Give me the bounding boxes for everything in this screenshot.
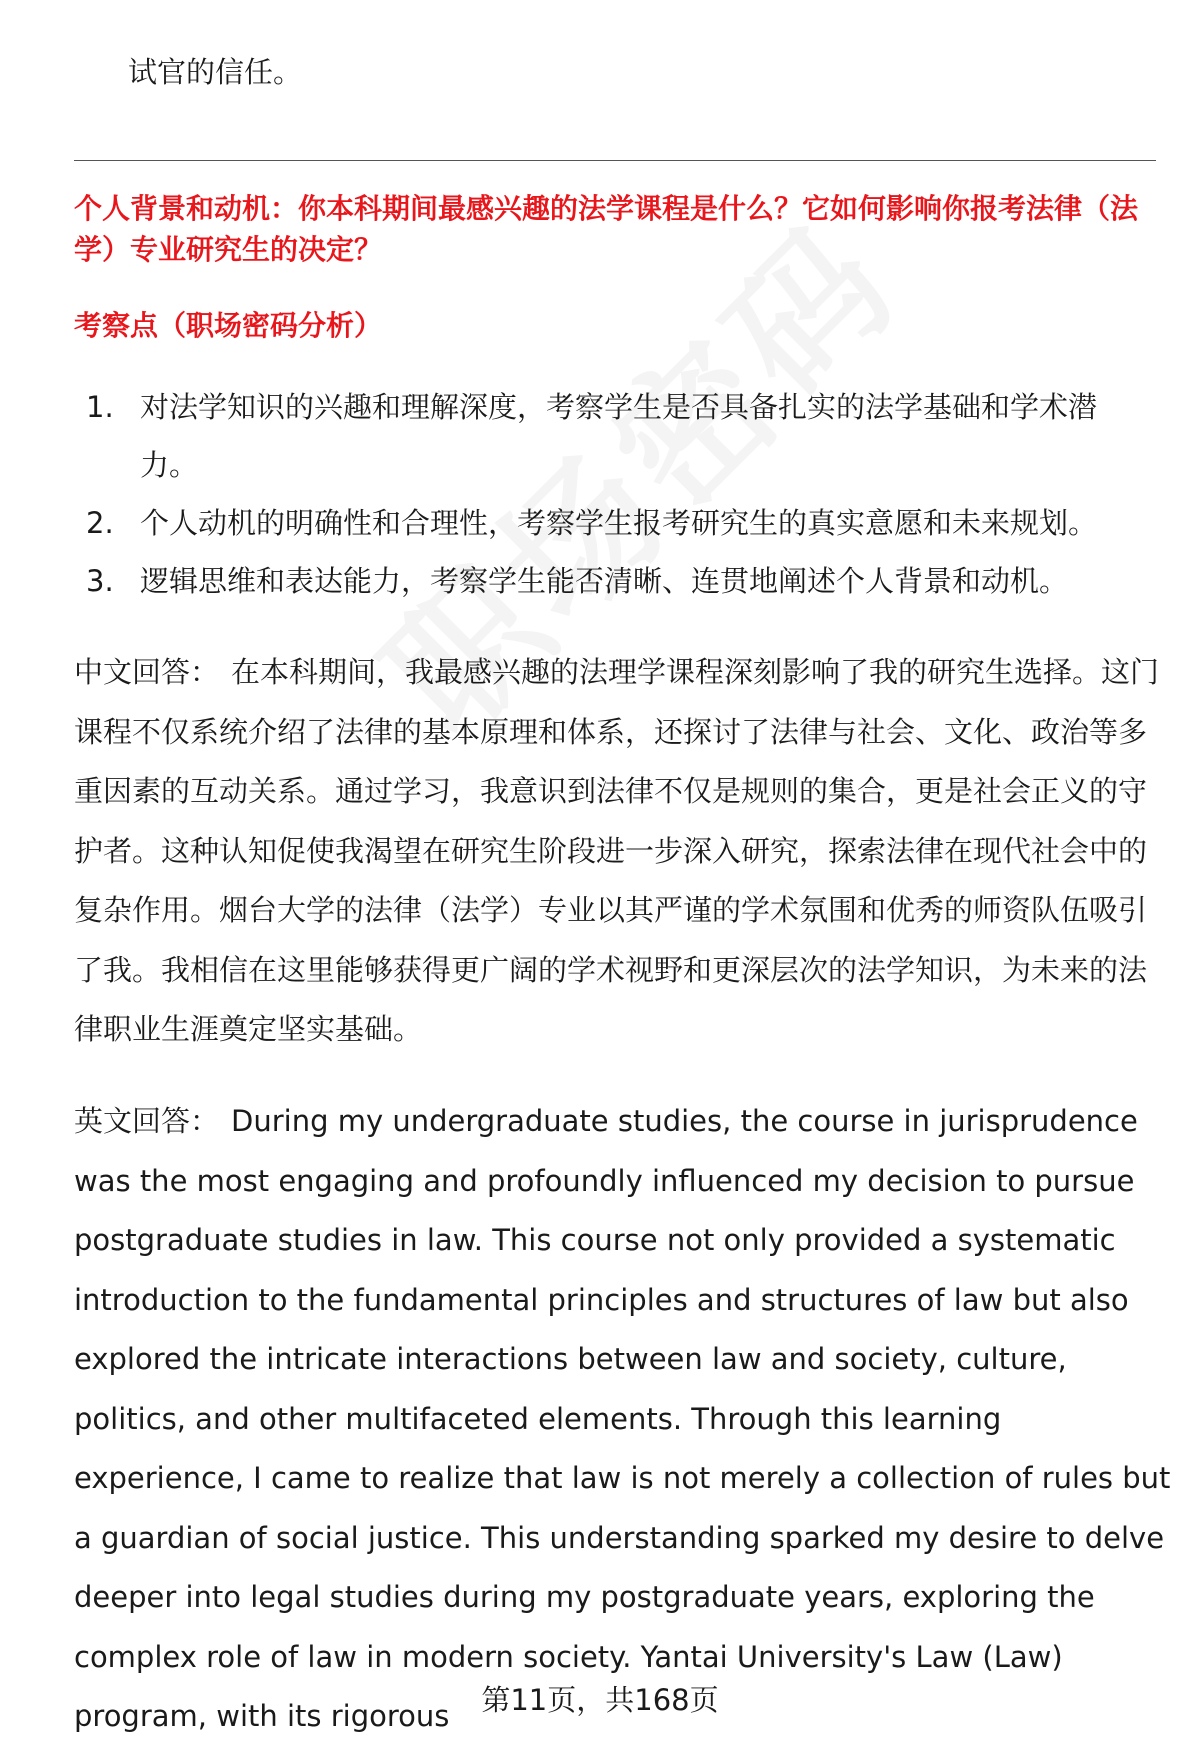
chinese-answer	[74, 643, 1164, 1060]
list-item-text: 逻辑思维和表达能力，考察学生能否清晰、连贯地阐述个人背景和动机。	[140, 564, 1069, 598]
list-item-text: 个人动机的明确性和合理性，考察学生报考研究生的真实意愿和未来规划。	[140, 506, 1098, 540]
list-item-text: 对法学知识的兴趣和理解深度，考察学生是否具备扎实的法学基础和学术潜力。	[140, 390, 1098, 482]
english-answer-label: 英文回答：	[74, 1104, 220, 1138]
section-divider	[74, 160, 1156, 161]
english-answer	[74, 1092, 1174, 1747]
assessment-points-list	[74, 378, 1124, 610]
list-item	[74, 494, 1124, 552]
chinese-answer-label: 中文回答：	[74, 655, 220, 689]
chinese-answer-text: 在本科期间，我最感兴趣的法理学课程深刻影响了我的研究生选择。这门课程不仅系统介绍了法律的基本原理和体系，还探讨了法律与社会、文化、政治等多重因素的互动关系。通过学习，我意识到法律不仅是规则的集合，更是社会正义的守护者。这种认知促使我渴望在研究生阶段进一步深入研究，探索法律在现代社会中的复杂作用。烟台大学的法律（法学）专业以其严谨的学术氛围和优秀的师资队伍吸引了我。我相信在这里能够获得更广阔的学术视野和更深层次的法学知识，为未来的法律职业生涯奠定坚实基础。	[74, 655, 1160, 1046]
question-heading: 个人背景和动机：你本科期间最感兴趣的法学课程是什么？它如何影响你报考法律（法学）专业研究生的决定？	[74, 192, 1139, 267]
list-item-number: 2.	[86, 506, 114, 540]
assessment-points-title: 考察点（职场密码分析）	[74, 309, 383, 342]
list-item	[74, 552, 1124, 610]
continued-text: 试官的信任。	[128, 55, 303, 89]
list-item-number: 1.	[86, 390, 114, 424]
list-item	[74, 378, 1124, 494]
list-item-number: 3.	[86, 564, 114, 598]
english-answer-text: During my undergraduate studies, the course in jurisprudence was the most engaging and profoundly influenced my decision to pursue postgraduate studies in law. This course not only provided a systematic introduction to the fundamental principles and structures of law but also explored the intricate interactions between law and society, culture, politics, and other multifaceted elements. Through this learning experience, I came to realize that law is not merely a collection of rules but a guardian of social justice. This understanding sparked my desire to delve deeper into legal studies during my postgraduate years, exploring the complex role of law in modern society. Yantai University's Law (Law) program, with its rigorous	[74, 1104, 1171, 1733]
page-number: 第11页，共168页	[481, 1683, 719, 1717]
